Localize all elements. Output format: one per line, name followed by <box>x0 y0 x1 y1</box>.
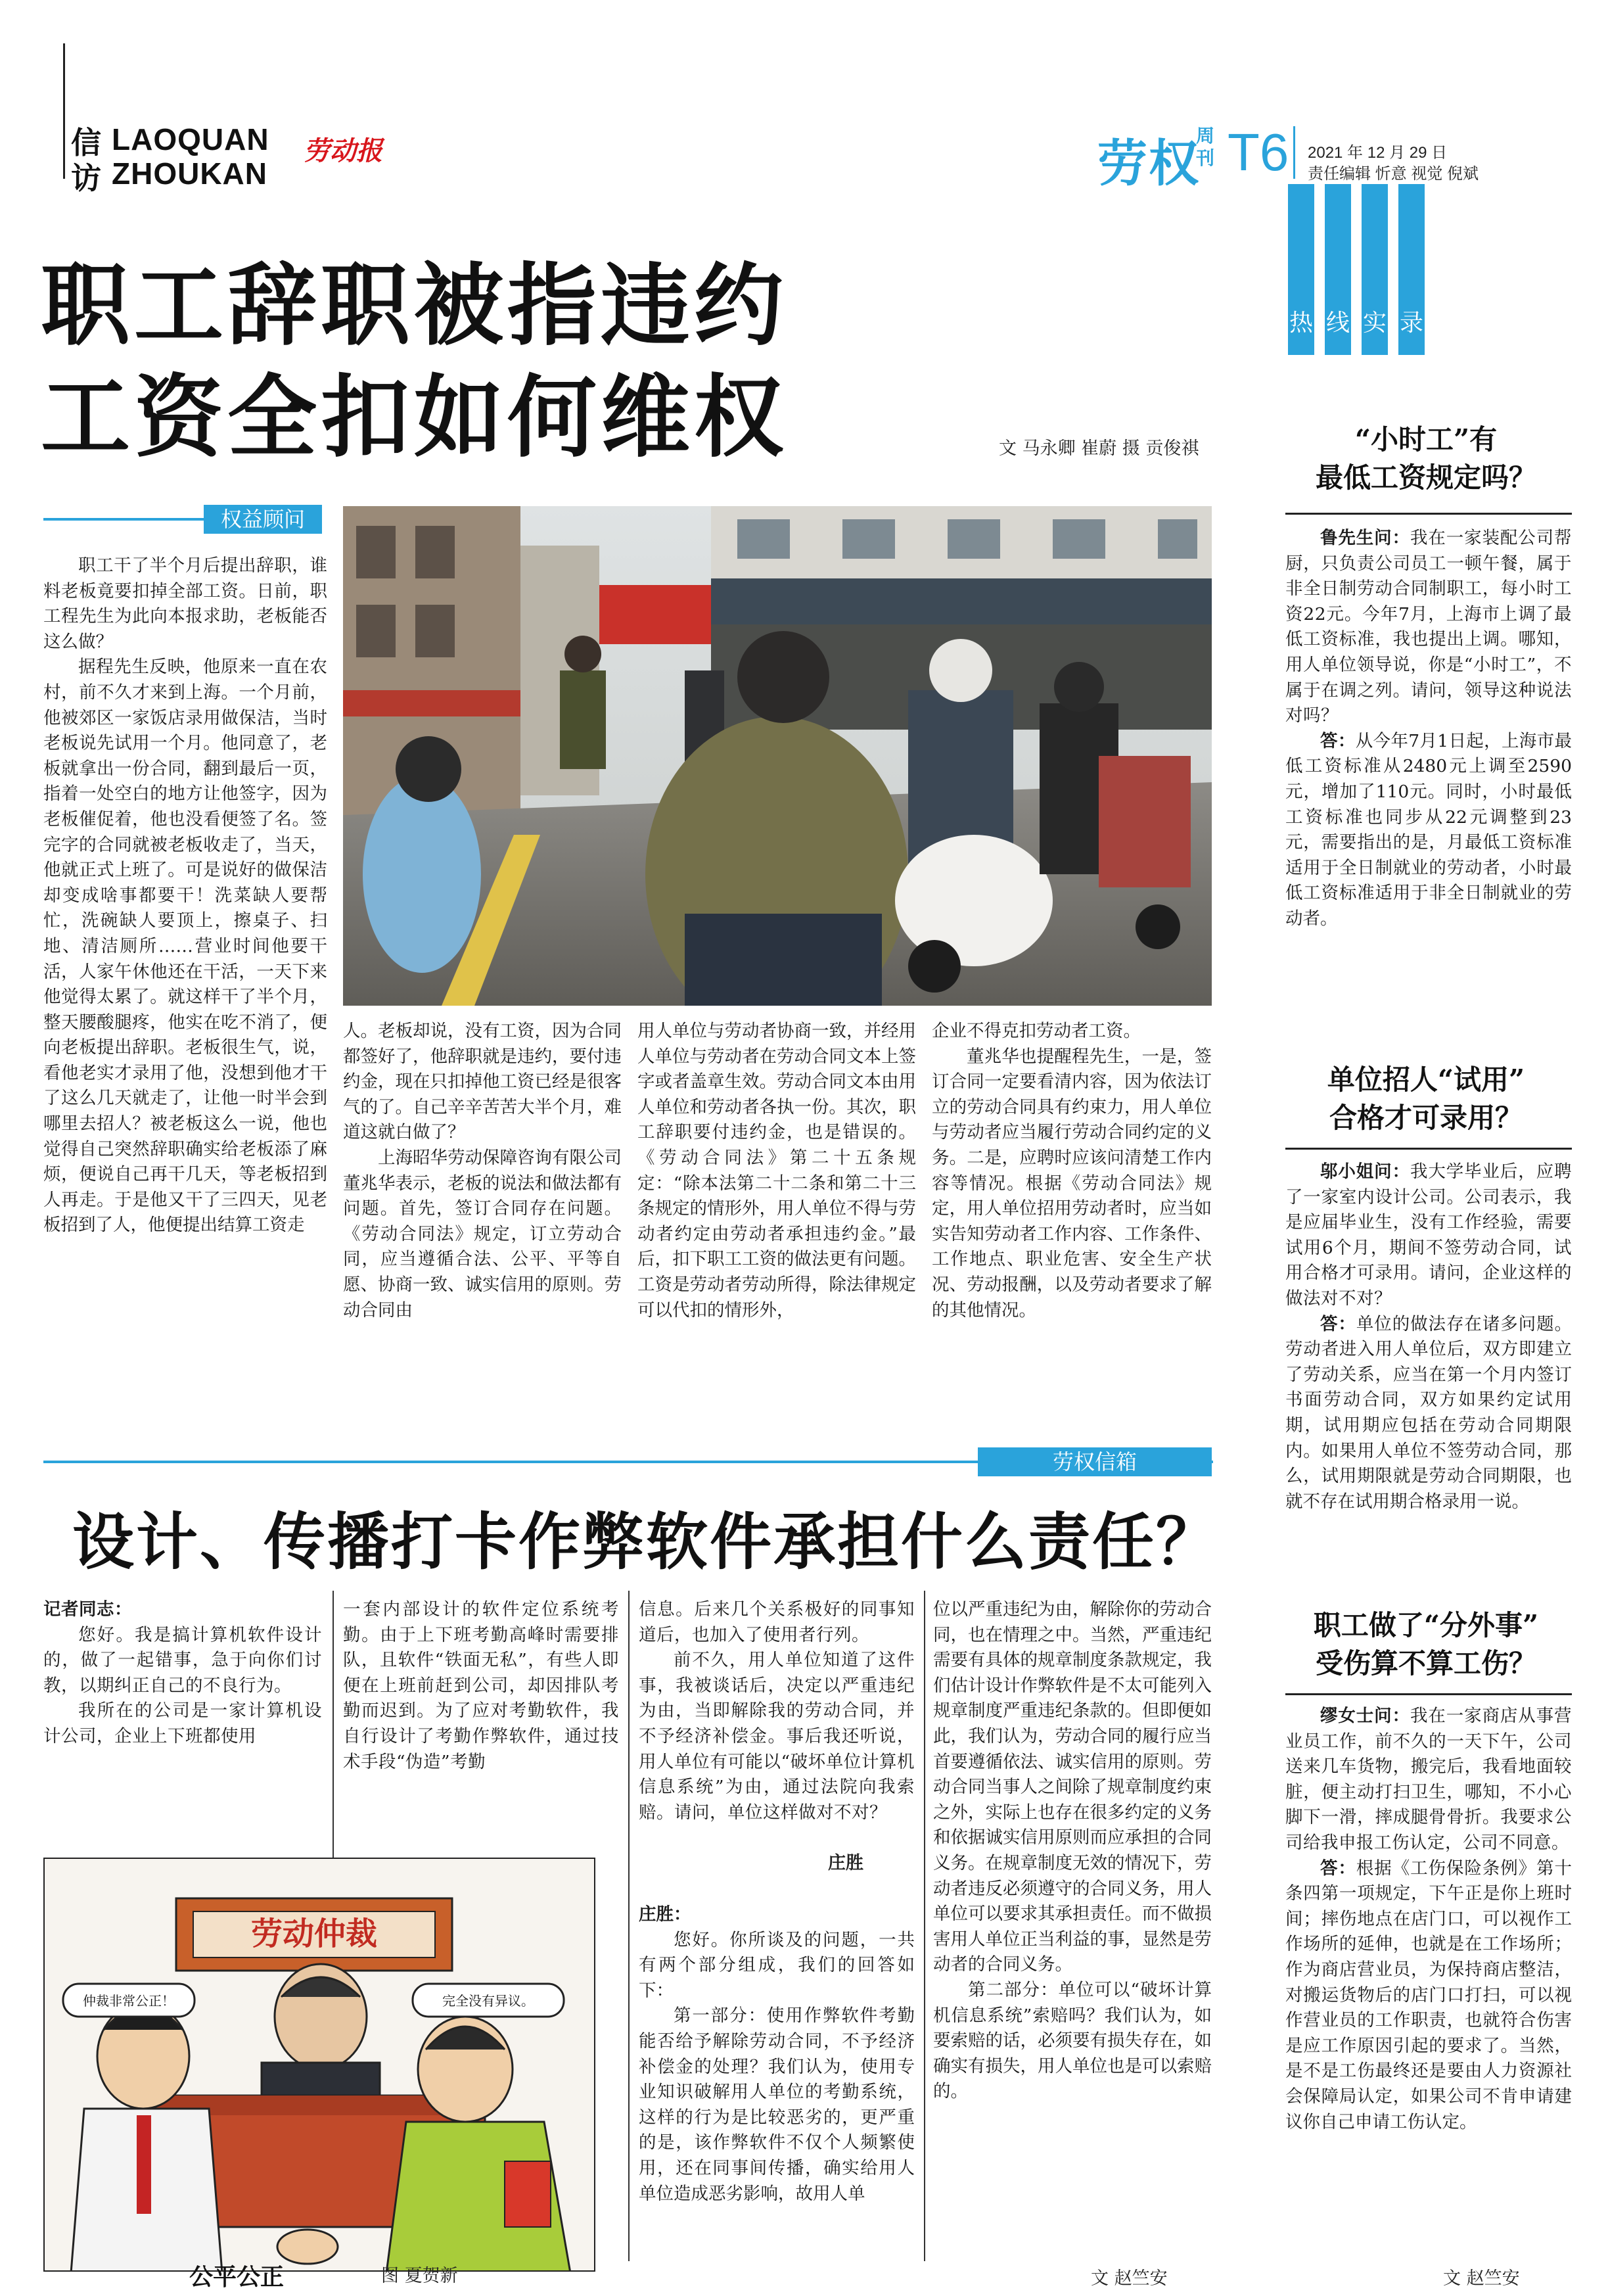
author-signature: 文 赵竺安 <box>1443 2268 1520 2289</box>
cartoon-sign-text: 劳动仲裁 <box>250 1915 378 1952</box>
qa-divider <box>1285 513 1572 515</box>
article2-title: 设计、传播打卡作弊软件承担什么责任？ <box>72 1506 1220 1578</box>
reply-paragraph: 位以严重违纪为由，解除你的劳动合同，也在情理之中。当然，严重违纪需要有具体的规章制度条款规定，我们估计设计作弊软件是不太可能列入规章制度严重违纪条款的。但即便如此，我们认为，劳动合同的履行应当首要遵循依法、诚实信用的原则。劳动合同当事人之间除了规章制度约束之外，实际上也存在很多约定的义务和依据诚实信用原则而应承担的合同义务。在规章制度无效的情况下，劳动者违反必须遵守的合同义务，用人单位可以要求其承担责任。而不做损害用人单位正当利益的事，显然是劳动者的合同义务。 <box>933 1599 1212 1975</box>
section-tag: 权益顾问 <box>204 505 322 534</box>
letter-column <box>343 1597 619 1775</box>
letter-paragraph: 前不久，用人单位知道了这件事，我被谈话后，决定以严重违纪为由，当即解除我的劳动合同，并不予经济补偿金。事后我还听说，用人单位有可能以“破坏单位计算机信息系统”为由，通过法院向我索赔。请问，单位这样做对不对？ <box>639 1650 915 1823</box>
hotline-bar: 线 <box>1325 184 1351 355</box>
qa-block <box>1285 1704 1572 2135</box>
letter-column <box>43 1597 322 1750</box>
qa-asker: 鲁先生问： <box>1320 528 1410 548</box>
hotline-bar: 热 <box>1288 184 1314 355</box>
page-number: T6 <box>1228 123 1289 181</box>
masthead-english-line1: LAOQUAN <box>112 122 269 156</box>
masthead-rule <box>63 43 65 179</box>
street-photo-image <box>343 506 1212 1006</box>
street-photo <box>343 506 1212 1006</box>
editor-credits: 责任编辑 忻意 视觉 倪斌 <box>1308 165 1479 183</box>
masthead-chinese: 信访 <box>71 125 101 196</box>
qa-question: 我在一家商店从事营业员工作，前不久的一天下午，公司送来几车货物，搬完后，我看地面较脏，便主动打扫卫生，哪知，不小心脚下一滑，摔成腿骨骨折。我要求公司给我申报工伤认定，公司不同意。 <box>1285 1706 1573 1853</box>
cartoon <box>43 1858 595 2272</box>
reply-salutation: 庄胜： <box>639 1904 691 1925</box>
masthead-english <box>112 122 269 191</box>
qa-question: 我大学毕业后，应聘了一家室内设计公司。公司表示，我是应届毕业生，没有工作经验，需要试用6个月，期间不签劳动合同，试用合格才可录用。请问，企业这样的做法对不对？ <box>1285 1161 1573 1309</box>
hotline-bar: 实 <box>1362 184 1388 355</box>
letter-salutation: 记者同志： <box>43 1599 132 1620</box>
qa-title: “小时工”有 最低工资规定吗？ <box>1315 423 1536 494</box>
qa-block <box>1285 1160 1572 1514</box>
qa-answer-label: 答： <box>1320 730 1356 751</box>
reply-paragraph: 您好。你所谈及的问题，一共有两个部分组成，我们的回答如下： <box>639 1929 915 2001</box>
issue-date: 2021 年 12 月 29 日 <box>1308 144 1448 162</box>
letter-paragraph: 我所在的公司是一家计算机设计公司，企业上下班都使用 <box>43 1700 322 1746</box>
qa-answer-label: 答： <box>1320 1858 1356 1879</box>
cartoon-bubble-left: 仲裁非常公正！ <box>83 1993 175 2009</box>
qa-divider <box>1285 1148 1572 1150</box>
cartoon-credit: 图 夏贺新 <box>381 2266 458 2286</box>
article-title-line: 职工辞职被指违约 <box>41 253 787 358</box>
qa-divider <box>1285 1693 1572 1695</box>
article-column <box>932 1019 1212 1323</box>
page-weekly-label: 周刊 <box>1196 125 1215 169</box>
cartoon-illustration <box>45 1859 595 2272</box>
article-paragraph: 人。老板却说，没有工资，因为合同都签好了，他辞职就是违约，要付违约金，现在只扣掉他工资已经是很客气的了。自己辛辛苦苦大半个月，难道这就白做了？ <box>343 1021 622 1143</box>
hotline-bar: 录 <box>1398 184 1425 355</box>
qa-answer: 从今年7月1日起，上海市最低工资标准从2480元上调至2590元，增加了110元。同时，小时最低工资标准也同步从22元调整到23元，需要指出的是，月最低工资标准适用于全日制就业的劳动者，小时最低工资标准适用于非全日制就业的劳动者。 <box>1285 730 1572 929</box>
reply-column <box>933 1597 1212 2105</box>
page-name: 劳权 <box>1097 134 1200 193</box>
article-byline: 文 马永卿 崔蔚 摄 贡俊祺 <box>999 438 1199 459</box>
qa-answer: 根据《工伤保险条例》第十条四第一项规定，下午正是你上班时间；摔伤地点在店门口，可以视作工作场所的延伸，也就是在工作场所；作为商店营业员，为保持商店整洁，对搬运货物后的店门口打扫，可以视作营业员的工作职责，也就符合伤害是应工作原因引起的要求了。当然，是不是工伤最终还是要由人力资源社会保障局认定，如果公司不肯申请建议你自己申请工伤认定。 <box>1285 1858 1573 2132</box>
letter-paragraph: 您好。我是搞计算机软件设计的，做了一起错事，急于向你们讨教，以期纠正自己的不良行为。 <box>43 1624 322 1696</box>
reply-paragraph: 第二部分：单位可以“破坏计算机信息系统”索赔吗？我们认为，如要索赔的话，必须要有损失存在，如确实有损失，用人单位也是可以索赔的。 <box>933 1979 1212 2102</box>
letter-paragraph: 一套内部设计的软件定位系统考勤。由于上下班考勤高峰时需要排队，且软件“铁面无私”，有些人即便在上班前赶到公司，却因排队考勤而迟到。为了应对考勤软件，我自行设计了考勤作弊软件，通过技术手段“伪造”考勤 <box>343 1599 619 1772</box>
article-paragraph: 企业不得克扣劳动者工资。 <box>932 1021 1141 1041</box>
newspaper-logo: 劳动报 <box>304 135 382 166</box>
letter-signature: 庄胜 <box>828 1853 863 1873</box>
author-signature: 文 赵竺安 <box>1091 2268 1168 2289</box>
qa-answer: 单位的做法存在诸多问题。劳动者进入用人单位后，双方即建立了劳动关系，应当在第一个月内签订书面劳动合同，双方如果约定试用期，试用期应包括在劳动合同期限内。如果用人单位不签劳动合同，那么，试用期限就是劳动合同期限，也就不存在试用期合格录用一说。 <box>1285 1313 1573 1512</box>
letter-column <box>639 1597 915 1825</box>
column-rule <box>924 1591 925 2261</box>
section-tag: 劳权信箱 <box>978 1447 1212 1476</box>
reply-paragraph: 第一部分：使用作弊软件考勤能否给予解除劳动合同，不予经济补偿金的处理？我们认为，使用专业知识破解用人单位的考勤系统，这样的行为是比较恶劣的，更严重的是，该作弊软件不仅个人频繁使用，还在同事间传播，确实给用人单位造成恶劣影响，故用人单 <box>639 2005 915 2204</box>
article-column <box>343 1019 622 1323</box>
qa-answer-label: 答： <box>1320 1313 1356 1334</box>
article-column <box>43 553 327 1238</box>
masthead-english-line2: ZHOUKAN <box>112 156 267 191</box>
article-paragraph: 用人单位与劳动者协商一致，并经用人单位与劳动者在劳动合同文本上签字或者盖章生效。劳动合同文本由用人单位和劳动者各执一份。其次，职工辞职要付违约金，也是错误的。《劳动合同法》第二十五条规定：“除本法第二十二条和第二十三条规定的情形外，用人单位不得与劳动者约定由劳动者承担违约金。”最后，扣下职工工资的做法更有问题。工资是劳动者劳动所得，除法律规定可以代扣的情形外， <box>637 1021 916 1321</box>
reply-column <box>639 1902 915 2207</box>
letter-paragraph: 信息。后来几个关系极好的同事知道后，也加入了使用者行列。 <box>639 1599 915 1645</box>
article-title <box>41 250 787 473</box>
qa-title: 单位招人“试用” 合格才可录用？ <box>1327 1064 1525 1134</box>
masthead-separator <box>1293 126 1295 179</box>
qa-asker: 邬小姐问： <box>1320 1161 1410 1182</box>
article-title-line: 工资全扣如何维权 <box>41 365 787 470</box>
article-paragraph: 职工干了半个月后提出辞职，谁料老板竟要扣掉全部工资。日前，职工程先生为此向本报求助，老板能否这么做？ <box>43 555 327 652</box>
cartoon-bubble-right: 完全没有异议。 <box>442 1993 534 2009</box>
qa-block <box>1285 526 1572 932</box>
qa-asker: 缪女士问： <box>1320 1706 1410 1726</box>
article-paragraph: 上海昭华劳动保障咨询有限公司董兆华表示，老板的说法和做法都有问题。首先，签订合同存在问题。《劳动合同法》规定，订立劳动合同，应当遵循合法、公平、平等自愿、协商一致、诚实信用的原则。劳动合同由 <box>343 1147 622 1321</box>
column-rule <box>628 1591 630 2261</box>
qa-question: 我在一家装配公司帮厨，只负责公司员工一顿午餐，属于非全日制劳动合同制职工，每小时工资22元。今年7月，上海市上调了最低工资标准，我也提出上调。哪知，用人单位领导说，你是“小时工”，不属于在调之列。请问，领导这种说法对吗？ <box>1285 528 1573 726</box>
qa-title: 职工做了“分外事” 受伤算不算工伤？ <box>1313 1609 1539 1679</box>
article-paragraph: 董兆华也提醒程先生，一是，签订合同一定要看清内容，因为依法订立的劳动合同具有约束力，用人单位与劳动者应当履行劳动合同约定的义务。二是，应聘时应该问清楚工作内容等情况。根据《劳动合同法》规定，用人单位招用劳动者时，应当如实告知劳动者工作内容、工作条件、工作地点、职业危害、安全生产状况、劳动报酬，以及劳动者要求了解的其他情况。 <box>932 1046 1212 1321</box>
article-paragraph: 据程先生反映，他原来一直在农村，前不久才来到上海。一个月前，他被郊区一家饭店录用做保洁，当时老板说先试用一个月。他同意了，老板就拿出一份合同，翻到最后一页，指着一处空白的地方让他签字，因为老板催促着，他也没看便签了名。签完字的合同就被老板收走了，当天，他就正式上班了。可是说好的做保洁却变成啥事都要干！洗菜缺人要帮忙，洗碗缺人要顶上，擦桌子、扫地、清洁厕所……营业时间他要干活，人家午休他还在干活，一天下来他觉得太累了。就这样干了半个月，整天腰酸腿疼，他实在吃不消了，便向老板提出辞职。老板很生气，说，看他老实才录用了他，没想到他才干了这么几天就走了，让他一时半会到哪里去招人？被老板这么一说，他也觉得自己突然辞职确实给老板添了麻烦，便说自己再干几天，等老板招到人再走。于是他又干了三四天，见老板招到了人，他便提出结算工资走 <box>43 657 327 1236</box>
cartoon-caption: 公平公正 <box>189 2263 285 2291</box>
article-column <box>637 1019 916 1323</box>
